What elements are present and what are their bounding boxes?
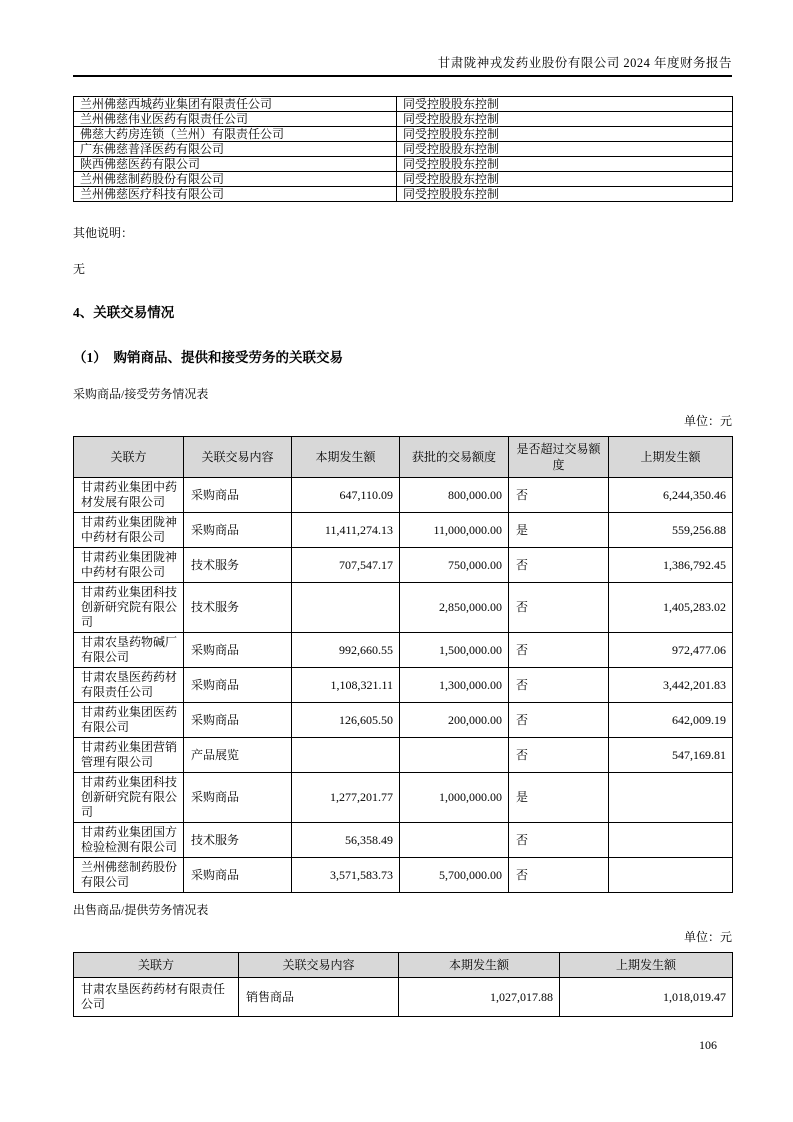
table-cell: 1,300,000.00 [400, 668, 509, 703]
table-cell: 兰州佛慈制药股份有限公司 [74, 858, 184, 893]
table-cell: 兰州佛慈医疗科技有限公司 [74, 187, 397, 202]
table-cell: 技术服务 [184, 548, 292, 583]
report-header-title: 甘肃陇神戎发药业股份有限公司 2024 年度财务报告 [437, 56, 732, 70]
table-row [74, 668, 733, 703]
table-cell: 同受控股股东控制 [397, 142, 733, 157]
table-cell: 是 [509, 513, 609, 548]
table-cell: 甘肃药业集团中药材发展有限公司 [74, 478, 184, 513]
table-cell [400, 823, 509, 858]
table-cell: 559,256.88 [609, 513, 733, 548]
table-row [74, 858, 733, 893]
sales-table-caption: 出售商品/提供劳务情况表 [73, 903, 209, 917]
table-row [74, 478, 733, 513]
table-cell: 1,018,019.47 [560, 978, 733, 1017]
table-cell: 200,000.00 [400, 703, 509, 738]
table-header-cell: 本期发生额 [292, 437, 400, 478]
table-cell: 1,108,321.11 [292, 668, 400, 703]
table-cell: 750,000.00 [400, 548, 509, 583]
table-cell: 广东佛慈普泽医药有限公司 [74, 142, 397, 157]
table-row [74, 157, 733, 172]
table-cell: 否 [509, 858, 609, 893]
table-cell [609, 858, 733, 893]
purchase-table-header-row [74, 437, 733, 478]
table-cell: 1,000,000.00 [400, 773, 509, 823]
table-cell: 甘肃药业集团国方检验检测有限公司 [74, 823, 184, 858]
table-cell [609, 823, 733, 858]
related-companies-table [73, 96, 733, 202]
table-cell: 126,605.50 [292, 703, 400, 738]
table-cell: 甘肃药业集团陇神中药材有限公司 [74, 548, 184, 583]
table-row [74, 738, 733, 773]
table-header-cell: 是否超过交易额度 [509, 437, 609, 478]
table-row [74, 513, 733, 548]
table-cell: 1,500,000.00 [400, 633, 509, 668]
table-cell: 6,244,350.46 [609, 478, 733, 513]
table-cell: 甘肃药业集团医药有限公司 [74, 703, 184, 738]
purchase-table [73, 436, 733, 893]
table-cell [292, 738, 400, 773]
sales-table [73, 952, 733, 1017]
table-cell: 同受控股股东控制 [397, 112, 733, 127]
table-cell: 同受控股股东控制 [397, 157, 733, 172]
table-cell: 否 [509, 703, 609, 738]
table-row [74, 142, 733, 157]
table-cell: 兰州佛慈伟业医药有限责任公司 [74, 112, 397, 127]
table-cell: 1,386,792.45 [609, 548, 733, 583]
sales-table-unit-label: 单位：元 [683, 930, 732, 944]
section-heading-related-transactions: 4、关联交易情况 [73, 305, 175, 320]
table-cell: 采购商品 [184, 668, 292, 703]
table-row [74, 97, 733, 112]
table-cell: 采购商品 [184, 773, 292, 823]
table-cell: 甘肃药业集团陇神中药材有限公司 [74, 513, 184, 548]
table-cell: 1,277,201.77 [292, 773, 400, 823]
table-cell: 642,009.19 [609, 703, 733, 738]
other-notes-value: 无 [73, 262, 86, 276]
table-header-cell: 关联方 [74, 953, 239, 978]
table-header-cell: 上期发生额 [560, 953, 733, 978]
table-row [74, 172, 733, 187]
table-cell: 兰州佛慈西城药业集团有限责任公司 [74, 97, 397, 112]
table-header-cell: 本期发生额 [399, 953, 560, 978]
table-cell: 否 [509, 668, 609, 703]
table-cell: 否 [509, 738, 609, 773]
table-row [74, 127, 733, 142]
table-row [74, 548, 733, 583]
table-cell: 甘肃农垦医药药材有限责任公司 [74, 668, 184, 703]
table-cell: 甘肃药业集团科技创新研究院有限公司 [74, 583, 184, 633]
page-number: 106 [699, 1038, 717, 1052]
table-row [74, 583, 733, 633]
table-cell: 产品展览 [184, 738, 292, 773]
table-cell: 1,405,283.02 [609, 583, 733, 633]
table-cell: 同受控股股东控制 [397, 97, 733, 112]
table-cell: 否 [509, 548, 609, 583]
table-cell: 否 [509, 823, 609, 858]
other-notes-label: 其他说明： [73, 226, 134, 240]
table-cell: 甘肃农垦医药药材有限责任公司 [74, 978, 239, 1017]
table-header-cell: 关联交易内容 [184, 437, 292, 478]
table-cell: 是 [509, 773, 609, 823]
table-cell: 3,571,583.73 [292, 858, 400, 893]
table-cell [400, 738, 509, 773]
table-cell: 采购商品 [184, 858, 292, 893]
table-cell: 销售商品 [239, 978, 399, 1017]
table-row [74, 633, 733, 668]
table-row [74, 823, 733, 858]
table-cell: 采购商品 [184, 633, 292, 668]
table-cell: 1,027,017.88 [399, 978, 560, 1017]
table-cell: 11,000,000.00 [400, 513, 509, 548]
table-cell: 甘肃农垦药物碱厂有限公司 [74, 633, 184, 668]
table-cell: 采购商品 [184, 513, 292, 548]
table-cell: 同受控股股东控制 [397, 172, 733, 187]
table-cell [609, 773, 733, 823]
purchase-table-unit-label: 单位：元 [683, 414, 732, 428]
table-cell: 佛慈大药房连锁（兰州）有限责任公司 [74, 127, 397, 142]
table-header-cell: 关联方 [74, 437, 184, 478]
table-cell: 陕西佛慈医药有限公司 [74, 157, 397, 172]
table-cell: 972,477.06 [609, 633, 733, 668]
table-cell: 同受控股股东控制 [397, 187, 733, 202]
subsection-heading-purchase-sale: （1） 购销商品、提供和接受劳务的关联交易 [73, 350, 343, 365]
table-cell: 技术服务 [184, 823, 292, 858]
table-cell: 707,547.17 [292, 548, 400, 583]
table-cell: 技术服务 [184, 583, 292, 633]
table-cell: 否 [509, 478, 609, 513]
table-cell: 647,110.09 [292, 478, 400, 513]
table-cell: 992,660.55 [292, 633, 400, 668]
table-cell [292, 583, 400, 633]
table-row [74, 978, 733, 1017]
table-cell: 同受控股股东控制 [397, 127, 733, 142]
table-cell: 2,850,000.00 [400, 583, 509, 633]
table-cell: 800,000.00 [400, 478, 509, 513]
table-header-cell: 上期发生额 [609, 437, 733, 478]
table-cell: 甘肃药业集团营销管理有限公司 [74, 738, 184, 773]
table-cell: 兰州佛慈制药股份有限公司 [74, 172, 397, 187]
table-cell: 3,442,201.83 [609, 668, 733, 703]
table-row [74, 112, 733, 127]
table-cell: 5,700,000.00 [400, 858, 509, 893]
table-cell: 547,169.81 [609, 738, 733, 773]
table-row [74, 773, 733, 823]
table-header-cell: 获批的交易额度 [400, 437, 509, 478]
table-row [74, 703, 733, 738]
table-cell: 56,358.49 [292, 823, 400, 858]
header-rule [73, 75, 732, 77]
table-cell: 采购商品 [184, 478, 292, 513]
table-row [74, 187, 733, 202]
table-header-cell: 关联交易内容 [239, 953, 399, 978]
table-cell: 11,411,274.13 [292, 513, 400, 548]
table-cell: 采购商品 [184, 703, 292, 738]
table-cell: 甘肃药业集团科技创新研究院有限公司 [74, 773, 184, 823]
table-cell: 否 [509, 633, 609, 668]
sales-table-header-row [74, 953, 733, 978]
table-cell: 否 [509, 583, 609, 633]
purchase-table-caption: 采购商品/接受劳务情况表 [73, 387, 209, 401]
